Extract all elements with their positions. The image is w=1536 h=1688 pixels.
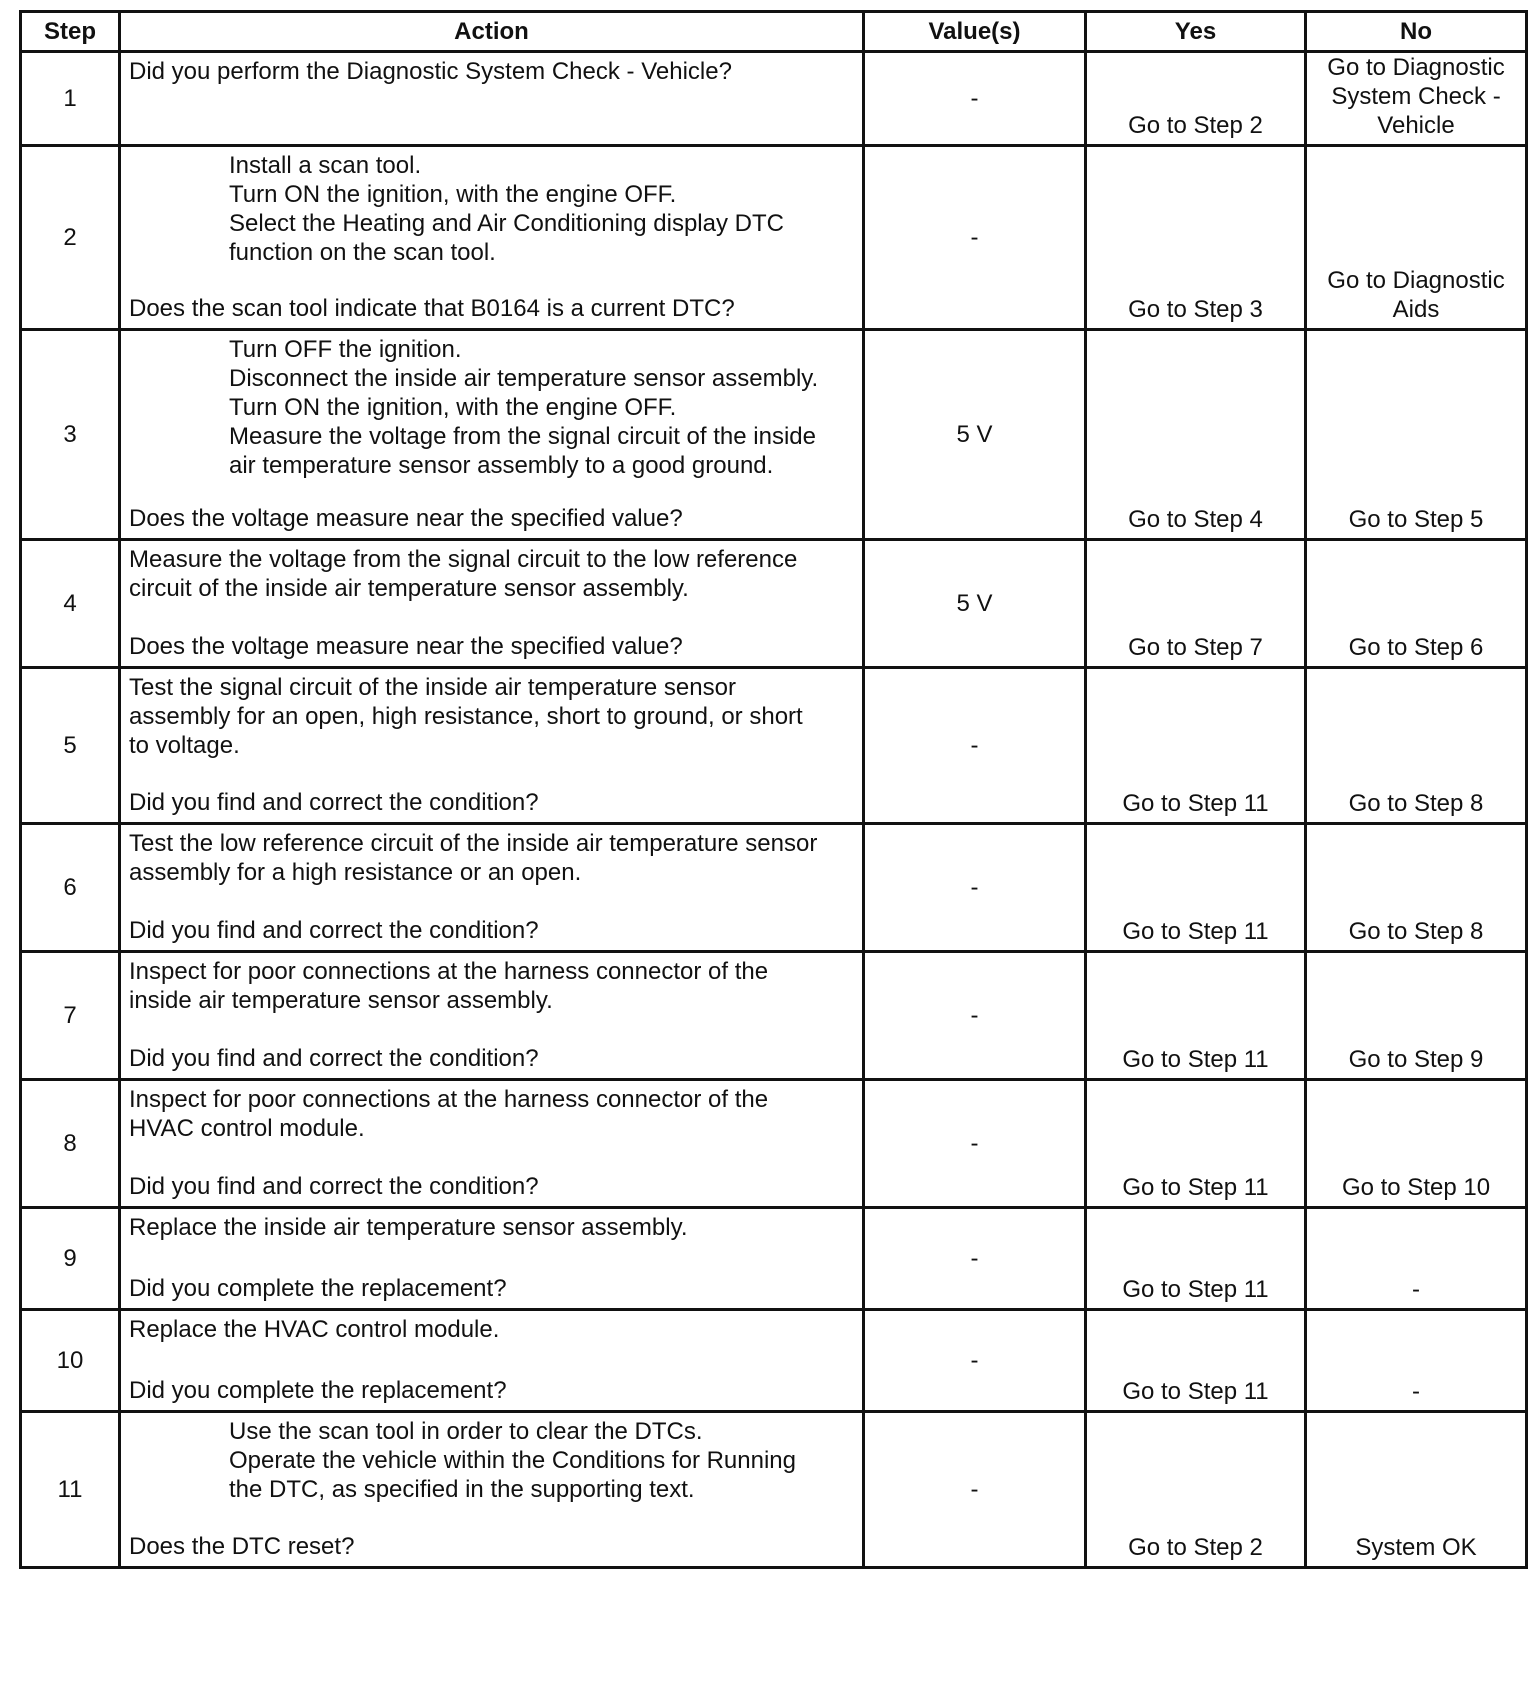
action-text [129,331,854,480]
step-number: 10 [21,1310,120,1412]
action-line: Measure the voltage from the signal circuit to the low reference [129,546,798,573]
yes-cell: Go to Step 2 [1086,52,1306,146]
table-row [21,146,1527,330]
action-question: Did you complete the replacement? [129,1377,507,1404]
action-question: Does the scan tool indicate that B0164 is a current DTC? [129,295,735,322]
yes-cell: Go to Step 11 [1086,952,1306,1080]
header-row [21,12,1527,52]
step-number: 4 [21,540,120,668]
action-cell [120,1208,864,1310]
no-cell [1306,1080,1527,1208]
step-number: 2 [21,146,120,330]
action-line: Inspect for poor connections at the harness connector of the [129,1086,769,1113]
yes-cell: Go to Step 11 [1086,1208,1306,1310]
diagnostic-table [19,10,1528,1569]
no-cell [1306,952,1527,1080]
action-line: Measure the voltage from the signal circuit of the inside [229,423,816,450]
action-line: Select the Heating and Air Conditioning display DTC [229,210,784,237]
table-row [21,1412,1527,1568]
action-cell [120,1080,864,1208]
action-line: Operate the vehicle within the Conditions for Running [229,1447,796,1474]
no-cell [1306,1412,1527,1568]
no-cell [1306,330,1527,540]
step-number: 1 [21,52,120,146]
table-row [21,1080,1527,1208]
action-cell [120,952,864,1080]
no-cell [1306,668,1527,824]
value-cell: - [864,952,1086,1080]
action-cell [120,668,864,824]
action-line: Disconnect the inside air temperature sensor assembly. [229,365,819,392]
yes-cell: Go to Step 3 [1086,146,1306,330]
action-cell [120,540,864,668]
action-text [129,1311,854,1344]
action-line: assembly for a high resistance or an open. [129,859,582,886]
yes-cell: Go to Step 2 [1086,1412,1306,1568]
table-body [21,52,1527,1568]
no-text: Go to Step 9 [1348,1046,1484,1073]
action-text [129,825,854,887]
action-line: Use the scan tool in order to clear the DTCs. [229,1418,703,1445]
yes-cell: Go to Step 11 [1086,1080,1306,1208]
step-number: 3 [21,330,120,540]
action-cell [120,330,864,540]
value-cell: - [864,824,1086,952]
table-row [21,52,1527,146]
no-cell [1306,824,1527,952]
table-row [21,952,1527,1080]
action-line: Replace the HVAC control module. [129,1316,500,1343]
no-text: Go to Step 10 [1341,1174,1491,1201]
header-values: Value(s) [864,12,1086,52]
action-line: Turn OFF the ignition. [229,336,462,363]
action-cell [120,52,864,146]
action-cell [120,146,864,330]
yes-cell: Go to Step 7 [1086,540,1306,668]
header-no: No [1306,12,1527,52]
header-yes: Yes [1086,12,1306,52]
action-line: circuit of the inside air temperature sensor assembly. [129,575,689,602]
action-question: Does the DTC reset? [129,1533,355,1560]
value-cell: - [864,1310,1086,1412]
action-text [129,669,854,760]
header-step: Step [21,12,120,52]
action-cell [120,1412,864,1568]
yes-cell: Go to Step 11 [1086,824,1306,952]
value-cell: - [864,1412,1086,1568]
action-question: Did you complete the replacement? [129,1275,507,1302]
action-text [129,953,854,1015]
value-cell: - [864,1080,1086,1208]
action-line: function on the scan tool. [229,239,496,266]
no-text: Go to Diagnostic System Check - Vehicle [1327,54,1505,139]
table-row [21,824,1527,952]
action-question: Does the voltage measure near the specified value? [129,633,683,660]
yes-cell: Go to Step 11 [1086,668,1306,824]
no-text: Go to Step 6 [1348,634,1484,661]
action-line: Test the signal circuit of the inside air temperature sensor [129,674,736,701]
no-cell [1306,540,1527,668]
no-text: Go to Step 5 [1348,506,1484,533]
step-number: 5 [21,668,120,824]
value-cell: - [864,1208,1086,1310]
action-cell [120,824,864,952]
table-row [21,1310,1527,1412]
action-text [129,1209,854,1242]
no-cell [1306,146,1527,330]
action-line: to voltage. [129,732,240,759]
step-number: 8 [21,1080,120,1208]
action-question: Did you find and correct the condition? [129,1045,539,1072]
action-text [129,1081,854,1143]
action-line: inside air temperature sensor assembly. [129,987,553,1014]
step-number: 9 [21,1208,120,1310]
no-text: - [1412,1378,1420,1405]
action-question: Did you find and correct the condition? [129,917,539,944]
action-line: Replace the inside air temperature sensor assembly. [129,1214,688,1241]
action-line: the DTC, as specified in the supporting text. [229,1476,695,1503]
action-line: air temperature sensor assembly to a good ground. [229,452,774,479]
step-number: 7 [21,952,120,1080]
no-text: Go to Step 8 [1348,918,1484,945]
no-cell [1306,52,1527,146]
action-line: assembly for an open, high resistance, short to ground, or short [129,703,803,730]
value-cell: - [864,146,1086,330]
action-text [129,1413,854,1504]
table-row [21,1208,1527,1310]
action-line: Inspect for poor connections at the harness connector of the [129,958,769,985]
value-cell: - [864,52,1086,146]
no-text: Go to Diagnostic Aids [1327,267,1505,323]
yes-cell: Go to Step 11 [1086,1310,1306,1412]
table-row [21,540,1527,668]
step-number: 6 [21,824,120,952]
action-line: Turn ON the ignition, with the engine OFF. [229,181,677,208]
no-text: Go to Step 8 [1348,790,1484,817]
action-line: Install a scan tool. [229,152,422,179]
value-cell: 5 V [864,330,1086,540]
no-cell [1306,1310,1527,1412]
step-number: 11 [21,1412,120,1568]
no-cell [1306,1208,1527,1310]
action-line: Did you perform the Diagnostic System Check - Vehicle? [129,58,732,85]
action-text [129,147,854,267]
table-row [21,668,1527,824]
action-question: Did you find and correct the condition? [129,1173,539,1200]
action-text [129,541,854,603]
action-line: Turn ON the ignition, with the engine OFF. [229,394,677,421]
action-question: Does the voltage measure near the specified value? [129,505,683,532]
action-text [129,53,854,86]
action-question: Did you find and correct the condition? [129,789,539,816]
no-text: System OK [1355,1534,1477,1561]
action-line: HVAC control module. [129,1115,365,1142]
yes-cell: Go to Step 4 [1086,330,1306,540]
value-cell: - [864,668,1086,824]
no-text: - [1412,1276,1420,1303]
action-cell [120,1310,864,1412]
header-action: Action [120,12,864,52]
action-line: Test the low reference circuit of the inside air temperature sensor [129,830,818,857]
value-cell: 5 V [864,540,1086,668]
table-row [21,330,1527,540]
